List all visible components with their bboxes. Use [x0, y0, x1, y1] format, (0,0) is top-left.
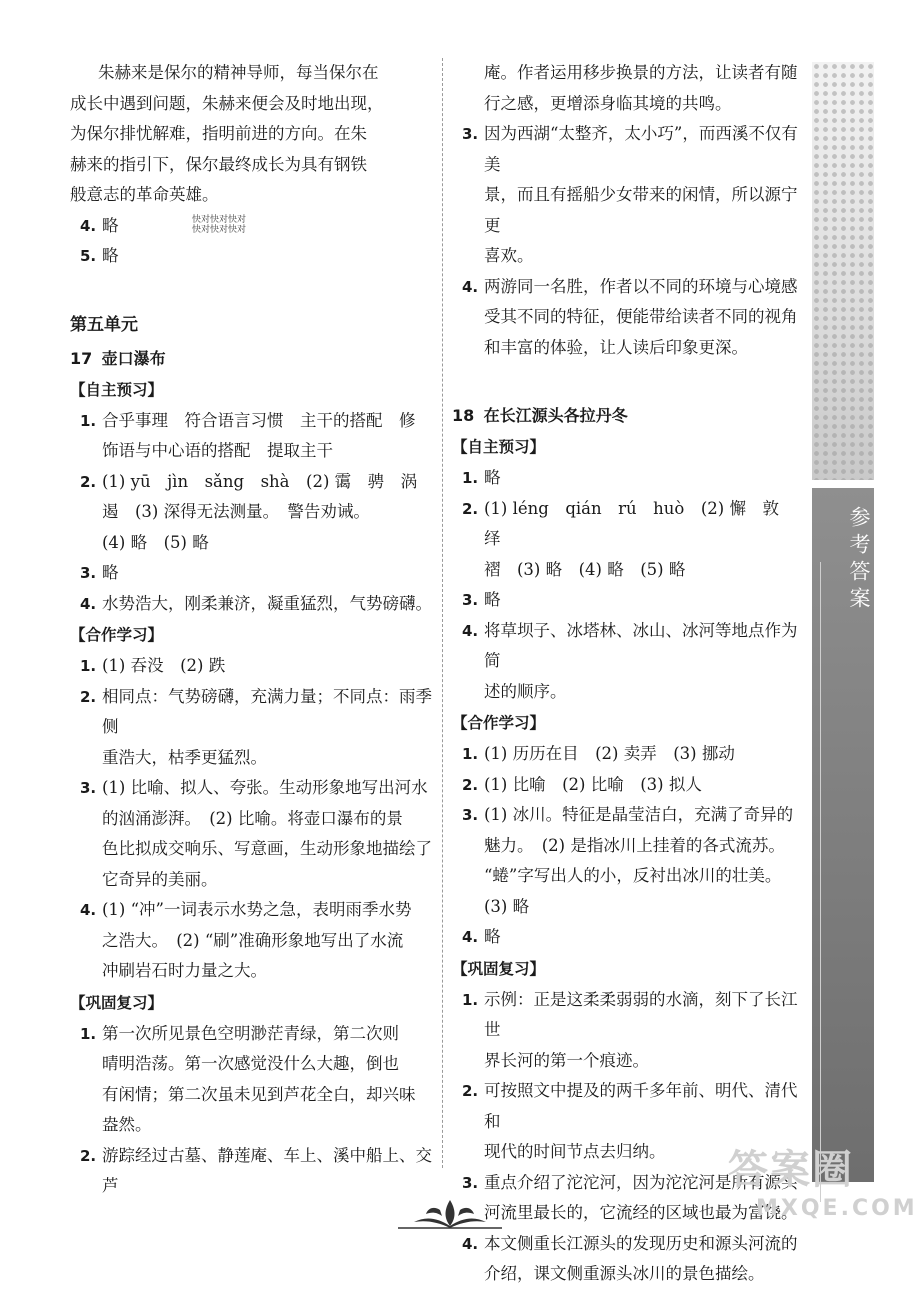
- section-heading: 【巩固复习】: [452, 959, 546, 978]
- column-divider: [442, 58, 443, 1168]
- footer-ornament-icon: [392, 1196, 508, 1232]
- item-line: 魅力。 (2) 是指冰川上挂着的各式流苏。: [484, 835, 785, 855]
- item-line: 述的顺序。: [484, 681, 567, 701]
- section-heading: 【合作学习】: [70, 626, 164, 644]
- item-line: 相同点：气势磅礴，充满力量；不同点：雨季侧: [102, 686, 432, 736]
- item-line: 它奇异的美丽。: [102, 869, 218, 889]
- item-line: 受其不同的特征，便能带给读者不同的视角: [484, 307, 798, 326]
- answer-sidebar: [812, 62, 874, 1182]
- item-number: 3.: [80, 564, 97, 582]
- answer-item: [70, 1141, 432, 1202]
- item-line: 遏 (3) 深得无法测量。 警告劝诫。: [102, 502, 370, 521]
- answer-item: [70, 589, 432, 620]
- item-number: 2.: [80, 1146, 97, 1165]
- item-line: “蜷”字写出人的小，反衬出冰川的壮美。: [484, 866, 782, 885]
- answer-item: [70, 895, 432, 987]
- item-number: 3.: [462, 125, 479, 143]
- item-number: 4.: [80, 216, 97, 235]
- sidebar-label: 参考答案: [847, 506, 871, 614]
- item-line: 之浩大。 (2) “刷”准确形象地写出了水流: [102, 930, 404, 950]
- item-number: 2.: [80, 472, 97, 491]
- item-number: 2.: [462, 775, 479, 794]
- item-number: 5.: [80, 247, 97, 265]
- item-text: (1) 吞没 (2) 跌: [102, 656, 226, 675]
- watermark-logo: 答案圈: [728, 1147, 854, 1193]
- lesson-number: 18: [452, 406, 475, 425]
- answer-item: [70, 467, 432, 559]
- answer-item: [452, 739, 804, 770]
- answer-item: [70, 1019, 432, 1141]
- answer-item: [70, 773, 432, 895]
- answer-item: [70, 682, 432, 774]
- unit-title: 第五单元: [70, 314, 138, 335]
- intro-line: 朱赫来是保尔的精神导师，每当保尔在: [98, 63, 379, 82]
- item-text: (1) 历历在目 (2) 卖弄 (3) 挪动: [484, 744, 735, 763]
- item-line: 重浩大，枯季更猛烈。: [102, 747, 267, 767]
- item-line: (1) 比喻、拟人、夸张。生动形象地写出河水: [102, 778, 428, 797]
- answer-item: [452, 770, 804, 801]
- item-text: 略: [102, 215, 119, 235]
- item-line: 饰语与中心语的搭配 提取主干: [102, 441, 333, 460]
- item-line: 因为西湖“太整齐，太小巧”，而西溪不仅有美: [484, 124, 798, 174]
- section-heading: 【巩固复习】: [70, 993, 164, 1012]
- item-line: 和丰富的体验，让人读后印象更深。: [484, 337, 748, 357]
- item-line: 重点介绍了沱沱河，因为沱沱河是所有源头: [484, 1172, 798, 1192]
- item-number: 1.: [80, 1024, 97, 1043]
- item-number: 4.: [462, 621, 479, 640]
- item-line: 的汹涌澎湃。 (2) 比喻。将壶口瀑布的景: [102, 808, 403, 828]
- item-line: 可按照文中提及的两千多年前、明代、清代和: [484, 1081, 798, 1131]
- item-line: (1) léng qián rú huò (2) 懈 敦 绎: [484, 498, 796, 548]
- item-number: 4.: [80, 594, 97, 613]
- item-number: 4.: [80, 901, 97, 919]
- item-line: 现代的时间节点去归纳。: [484, 1142, 666, 1161]
- item-line: (1) “冲”一词表示水势之急，表明雨季水势: [102, 900, 412, 919]
- item-text: 游踪经过古墓、静莲庵、车上、溪中船上、交芦: [102, 1145, 432, 1195]
- item-text: 水势浩大，刚柔兼济，凝重猛烈，气势磅礴。: [102, 593, 432, 613]
- lesson-title: [452, 401, 804, 431]
- answer-item: [452, 616, 804, 708]
- item-line: 景，而且有摇船少女带来的闲情，所以源宁更: [484, 185, 798, 235]
- answer-item: [452, 272, 804, 364]
- item-line: 褶 (3) 略 (4) 略 (5) 略: [484, 559, 686, 579]
- continued-line: 庵。作者运用移步换景的方法，让读者有随: [484, 63, 798, 82]
- item-text: 略: [102, 563, 119, 582]
- intro-line: 赫来的指引下，保尔最终成长为具有钢铁: [70, 154, 367, 174]
- item-text: 略: [484, 927, 501, 946]
- item-line: 喜欢。: [484, 246, 534, 265]
- intro-line: 为保尔排忧解难，指明前进的方向。在朱: [70, 124, 367, 143]
- item-line: 色比拟成交响乐、写意画，生动形象地描绘了: [102, 839, 432, 858]
- answer-item: [452, 985, 804, 1077]
- item-number: 3.: [462, 806, 479, 824]
- item-line: (1) yū jìn sǎng shà (2) 霭 骋 涡: [102, 471, 418, 491]
- item-text: 略: [484, 590, 501, 609]
- item-number: 1.: [462, 469, 479, 487]
- item-line: 示例：正是这柔柔弱弱的水滴，刻下了长江世: [484, 989, 798, 1039]
- item-line: 本文侧重长江源头的发现历史和源头河流的: [484, 1233, 798, 1253]
- continued-line: 行之感，更增添身临其境的共鸣。: [484, 93, 732, 113]
- item-line: (1) 冰川。特征是晶莹洁白，充满了奇异的: [484, 805, 794, 824]
- answer-item: [70, 406, 432, 467]
- sidebar-dots: [812, 62, 874, 480]
- item-line: 将草坝子、冰塔林、冰山、冰河等地点作为简: [484, 620, 798, 670]
- answer-item: [452, 922, 804, 953]
- item-text: 略: [102, 246, 119, 265]
- sidebar-rule: [820, 562, 821, 1202]
- answer-item: [452, 800, 804, 922]
- watermark-url: MXQE.COM: [756, 1196, 918, 1221]
- item-line: 两游同一名胜，作者以不同的环境与心境感: [484, 276, 798, 296]
- item-text: (1) 比喻 (2) 比喻 (3) 拟人: [484, 774, 702, 794]
- section-heading: 【自主预习】: [452, 438, 546, 456]
- item-number: 4.: [462, 1234, 479, 1253]
- answer-item: [452, 119, 804, 272]
- item-line: 盎然。: [102, 1115, 152, 1134]
- answer-item: [70, 558, 432, 589]
- intro-line: 般意志的革命英雄。: [70, 185, 219, 204]
- item-line: 河流里最长的，它流经的区域也最为富饶。: [484, 1203, 798, 1222]
- lesson-number: 17: [70, 348, 93, 368]
- item-line: 介绍，课文侧重源头冰川的景色描绘。: [484, 1264, 765, 1283]
- item-text: 略: [484, 468, 501, 487]
- item-number: 4.: [462, 928, 479, 946]
- stamp-text: 快对快对快对 快对快对快对: [192, 214, 247, 235]
- right-column: [452, 58, 804, 1290]
- item-line: 有闲情；第二次虽未见到芦花全白，却兴味: [102, 1084, 416, 1104]
- answer-item: [70, 241, 432, 272]
- answer-item: [452, 1229, 804, 1290]
- item-number: 3.: [462, 1173, 479, 1192]
- lesson-title: [70, 344, 432, 374]
- section-heading: 【合作学习】: [452, 714, 546, 732]
- item-number: 1.: [80, 657, 97, 675]
- item-number: 3.: [462, 591, 479, 609]
- item-line: 晴明浩荡。第一次感觉没什么大趣，倒也: [102, 1054, 399, 1073]
- item-line: 冲刷岩石时力量之大。: [102, 961, 267, 980]
- item-number: 2.: [462, 1082, 479, 1100]
- item-line: (4) 略 (5) 略: [102, 532, 209, 552]
- item-number: 4.: [462, 277, 479, 296]
- left-column: [70, 58, 432, 1202]
- lesson-name: 在长江源头各拉丹冬: [483, 406, 628, 425]
- answer-item: [452, 494, 804, 586]
- answer-item: [70, 211, 432, 242]
- item-line: 界长河的第一个痕迹。: [484, 1050, 649, 1070]
- item-number: 1.: [80, 411, 97, 430]
- item-number: 2.: [462, 499, 479, 518]
- item-number: 2.: [80, 687, 97, 706]
- item-number: 3.: [80, 779, 97, 797]
- item-line: 第一次所见景色空明渺茫青绿，第二次则: [102, 1023, 399, 1043]
- item-number: 1.: [462, 745, 479, 763]
- answer-item: [452, 585, 804, 616]
- item-line: (3) 略: [484, 896, 530, 916]
- answer-item: [452, 463, 804, 494]
- lesson-name: 壶口瀑布: [101, 348, 166, 368]
- section-heading: 【自主预习】: [70, 380, 164, 399]
- intro-line: 成长中遇到问题，朱赫来便会及时地出现，: [70, 93, 384, 113]
- item-number: 1.: [462, 990, 479, 1009]
- answer-item: [70, 651, 432, 682]
- item-line: 合乎事理 符合语言习惯 主干的搭配 修: [102, 410, 416, 430]
